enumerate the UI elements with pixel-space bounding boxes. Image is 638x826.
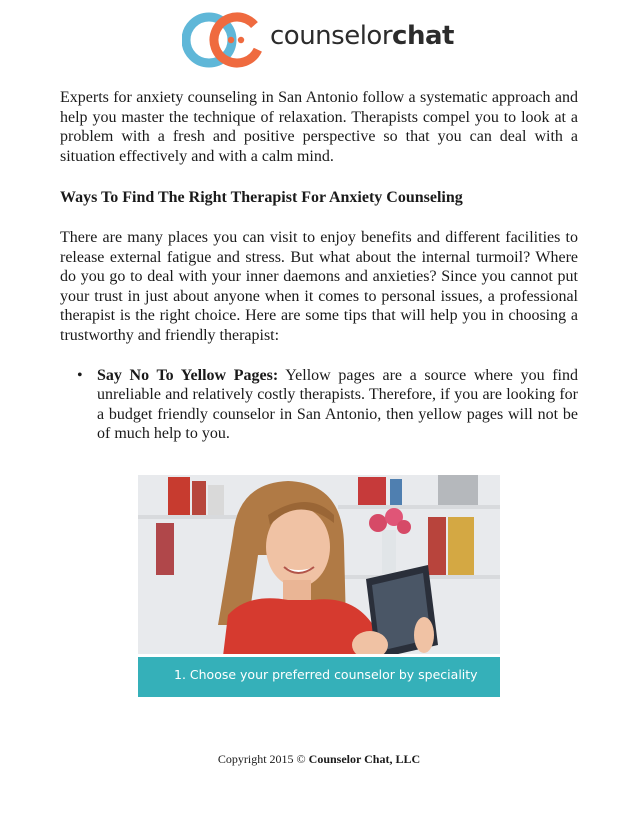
bullet-marker: • <box>77 366 83 384</box>
body-paragraph: There are many places you can visit to enjoy benefits and different facilities to release external fatigue and stress. But what about the internal turmoil? Where do you go to deal with your inner daemons and anxieties? Since you cannot put your trust in just about anyone when it comes to personal issues, a professional therapist is the right choice. Here are some tips that will help you in choosing a trustworthy and friendly therapist: <box>60 228 578 344</box>
counselorchat-logo-icon <box>182 10 266 70</box>
intro-paragraph: Experts for anxiety counseling in San Antonio follow a systematic approach and help you master the technique of relaxation. Therapists compel you to look at a problem with a fresh and positive perspective so that you can deal with a situation effectively and with a calm mind. <box>60 89 578 165</box>
counselorchat-logo <box>182 10 462 70</box>
tip-title: Say No To Yellow Pages: <box>97 366 279 384</box>
copyright-company: Counselor Chat, LLC <box>308 752 421 766</box>
document-content <box>60 88 578 444</box>
counselor-photo <box>138 475 500 697</box>
list-item <box>60 366 578 444</box>
tips-list <box>60 366 578 444</box>
logo-text-regular: counselor <box>270 21 393 51</box>
copyright-footer <box>0 752 638 767</box>
copyright-prefix: Copyright 2015 © <box>217 752 309 766</box>
tip-text: Yellow pages are a source where you find unreliable and relatively costly therapists. Therefore, if you are looking for a budget friendly counselor in San Antonio, then yellow pages will not be of much help to you. <box>97 366 578 443</box>
photo-caption: 1. Choose your preferred counselor by speciality <box>174 667 478 682</box>
logo-text-bold: chat <box>392 21 454 51</box>
section-heading: Ways To Find The Right Therapist For Anxiety Counseling <box>60 189 463 207</box>
logo-wordmark <box>270 21 454 51</box>
caption-bar <box>138 654 500 697</box>
